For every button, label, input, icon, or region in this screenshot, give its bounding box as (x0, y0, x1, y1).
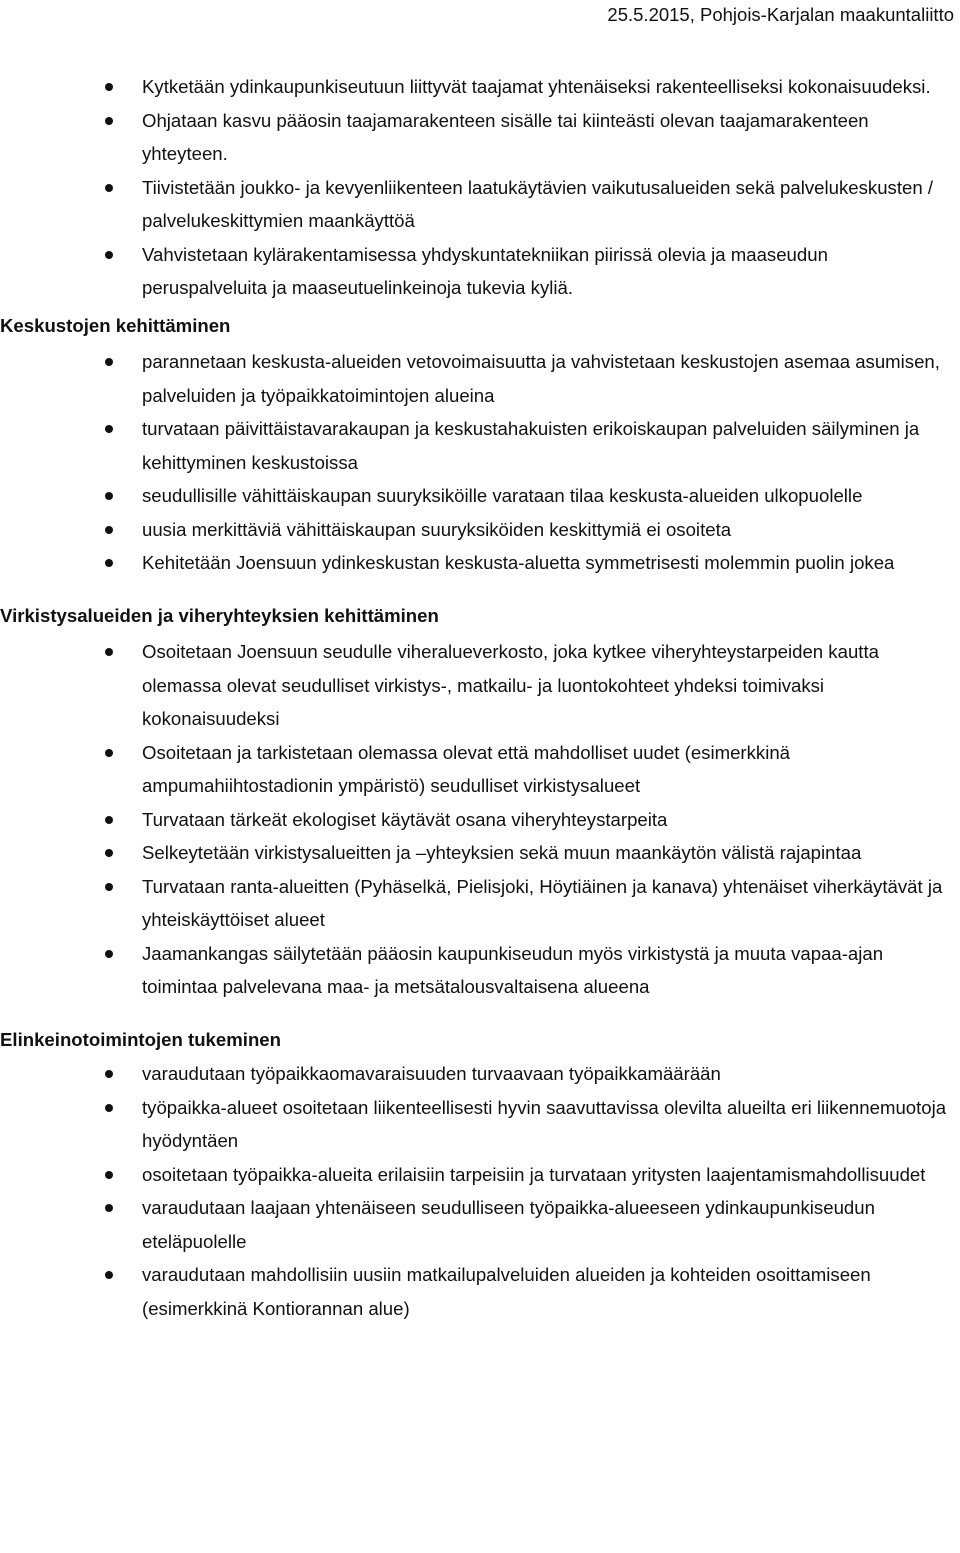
list-item (0, 870, 952, 937)
list-item (0, 238, 952, 305)
bullet-icon (105, 358, 113, 366)
list-item-text: Jaamankangas säilytetään pääosin kaupunkiseudun myös virkistystä ja muuta vapaa-ajan toimintaa palvelevana maa- ja metsätalousvaltaisena alueena (142, 942, 884, 997)
list-item-text: uusia merkittäviä vähittäiskaupan suuryksiköiden keskittymiä ei osoiteta (142, 518, 732, 540)
page-header: 25.5.2015, Pohjois-Karjalan maakuntaliitto (607, 4, 954, 25)
list-item (0, 412, 952, 479)
keskustat-list (0, 345, 952, 580)
list-item (0, 1191, 952, 1258)
bullet-icon (105, 184, 113, 192)
bullet-icon (105, 526, 113, 534)
bullet-icon (105, 1204, 113, 1212)
list-item (0, 1258, 952, 1325)
list-item-text: Turvataan ranta-alueitten (Pyhäselkä, Pielisjoki, Höytiäinen ja kanava) yhtenäiset viherkäytävät ja yhteiskäyttöiset alueet (142, 875, 943, 930)
bullet-icon (105, 83, 113, 91)
bullet-icon (105, 648, 113, 656)
bullet-icon (105, 251, 113, 259)
list-item (0, 479, 952, 513)
list-item-text: varaudutaan laajaan yhtenäiseen seudulliseen työpaikka-alueeseen ydinkaupunkiseudun eteläpuolelle (142, 1197, 875, 1252)
list-item-text: varaudutaan työpaikkaomavaraisuuden turvaavaan työpaikkamäärään (142, 1063, 721, 1084)
list-item-text: Vahvistetaan kylärakentamisessa yhdyskuntatekniikan piirissä olevia ja maaseudun peruspalveluita ja maaseutuelinkeinoja tukevia kyliä. (142, 243, 828, 298)
list-item-text: Kytketään ydinkaupunkiseutuun liittyvät taajamat yhtenäiseksi rakenteelliseksi kokonaisuudeksi. (142, 76, 931, 97)
list-item (0, 104, 952, 171)
list-item (0, 1057, 952, 1091)
bullet-icon (105, 1070, 113, 1078)
list-item (0, 836, 952, 870)
list-item-text: seudullisille vähittäiskaupan suuryksiköille varataan tilaa keskusta-alueiden ulkopuolelle (142, 485, 863, 506)
list-item (0, 937, 952, 1004)
section-heading-keskustat: Keskustojen kehittäminen (0, 314, 231, 336)
elinkeino-list (0, 1057, 952, 1325)
bullet-icon (105, 559, 113, 567)
list-item (0, 803, 952, 837)
bullet-icon (105, 883, 113, 891)
list-item-text: osoitetaan työpaikka-alueita erilaisiin tarpeisiin ja turvataan yritysten laajentamismahdollisuudet (142, 1163, 926, 1185)
section-heading-elinkeino: Elinkeinotoimintojen tukeminen (0, 1028, 281, 1050)
list-item (0, 345, 952, 412)
bullet-icon (105, 749, 113, 757)
list-item-text: työpaikka-alueet osoitetaan liikenteellisesti hyvin saavuttavissa olevilta alueilta eri liikennemuotoja hyödyntäen (142, 1096, 947, 1151)
list-item (0, 70, 952, 104)
list-item-text: Selkeytetään virkistysalueitten ja –yhteyksien sekä muun maankäytön välistä rajapintaa (142, 842, 862, 863)
bullet-icon (105, 492, 113, 500)
list-item-text: Ohjataan kasvu pääosin taajamarakenteen sisälle tai kiinteästi olevan taajamarakenteen yhteyteen. (142, 109, 869, 164)
list-item (0, 546, 952, 580)
list-item (0, 171, 952, 238)
list-item-text: parannetaan keskusta-alueiden vetovoimaisuutta ja vahvistetaan keskustojen asemaa asumisen, palveluiden ja työpaikkatoimintojen alueina (142, 351, 940, 406)
list-item-text: Turvataan tärkeät ekologiset käytävät osana viheryhteystarpeita (142, 808, 668, 830)
list-item-text: Osoitetaan Joensuun seudulle viheralueverkosto, joka kytkee viheryhteystarpeiden kautta olemassa olevat seudulliset virkistys-, matkailu- ja luontokohteet yhdeksi toimivaksi kokonaisuudeksi (142, 641, 879, 729)
list-item-text: Kehitetään Joensuun ydinkeskustan keskusta-aluetta symmetrisesti molemmin puolin jokea (142, 552, 895, 573)
list-item (0, 1158, 952, 1192)
list-item (0, 513, 952, 547)
document-body (0, 70, 952, 1325)
bullet-icon (105, 1171, 113, 1179)
intro-list (0, 70, 952, 305)
virkistys-list (0, 635, 952, 1004)
list-item (0, 635, 952, 736)
list-item-text: varaudutaan mahdollisiin uusiin matkailupalveluiden alueiden ja kohteiden osoittamiseen (esimerkkinä Kontiorannan alue) (142, 1264, 871, 1319)
list-item (0, 1091, 952, 1158)
bullet-icon (105, 1271, 113, 1279)
bullet-icon (105, 950, 113, 958)
bullet-icon (105, 1104, 113, 1112)
list-item-text: Osoitetaan ja tarkistetaan olemassa olevat että mahdolliset uudet (esimerkkinä ampumahiihtostadionin ympäristö) seudulliset virkistysalueet (142, 741, 791, 796)
list-item-text: turvataan päivittäistavarakaupan ja keskustahakuisten erikoiskaupan palveluiden säilyminen ja kehittyminen keskustoissa (142, 418, 920, 473)
bullet-icon (105, 425, 113, 433)
list-item-text: Tiivistetään joukko- ja kevyenliikenteen laatukäytävien vaikutusalueiden sekä palvelukeskusten / palvelukeskittymien maankäyttöä (142, 176, 934, 231)
list-item (0, 736, 952, 803)
bullet-icon (105, 849, 113, 857)
bullet-icon (105, 816, 113, 824)
bullet-icon (105, 117, 113, 125)
section-heading-virkistys: Virkistysalueiden ja viheryhteyksien kehittäminen (0, 604, 439, 626)
